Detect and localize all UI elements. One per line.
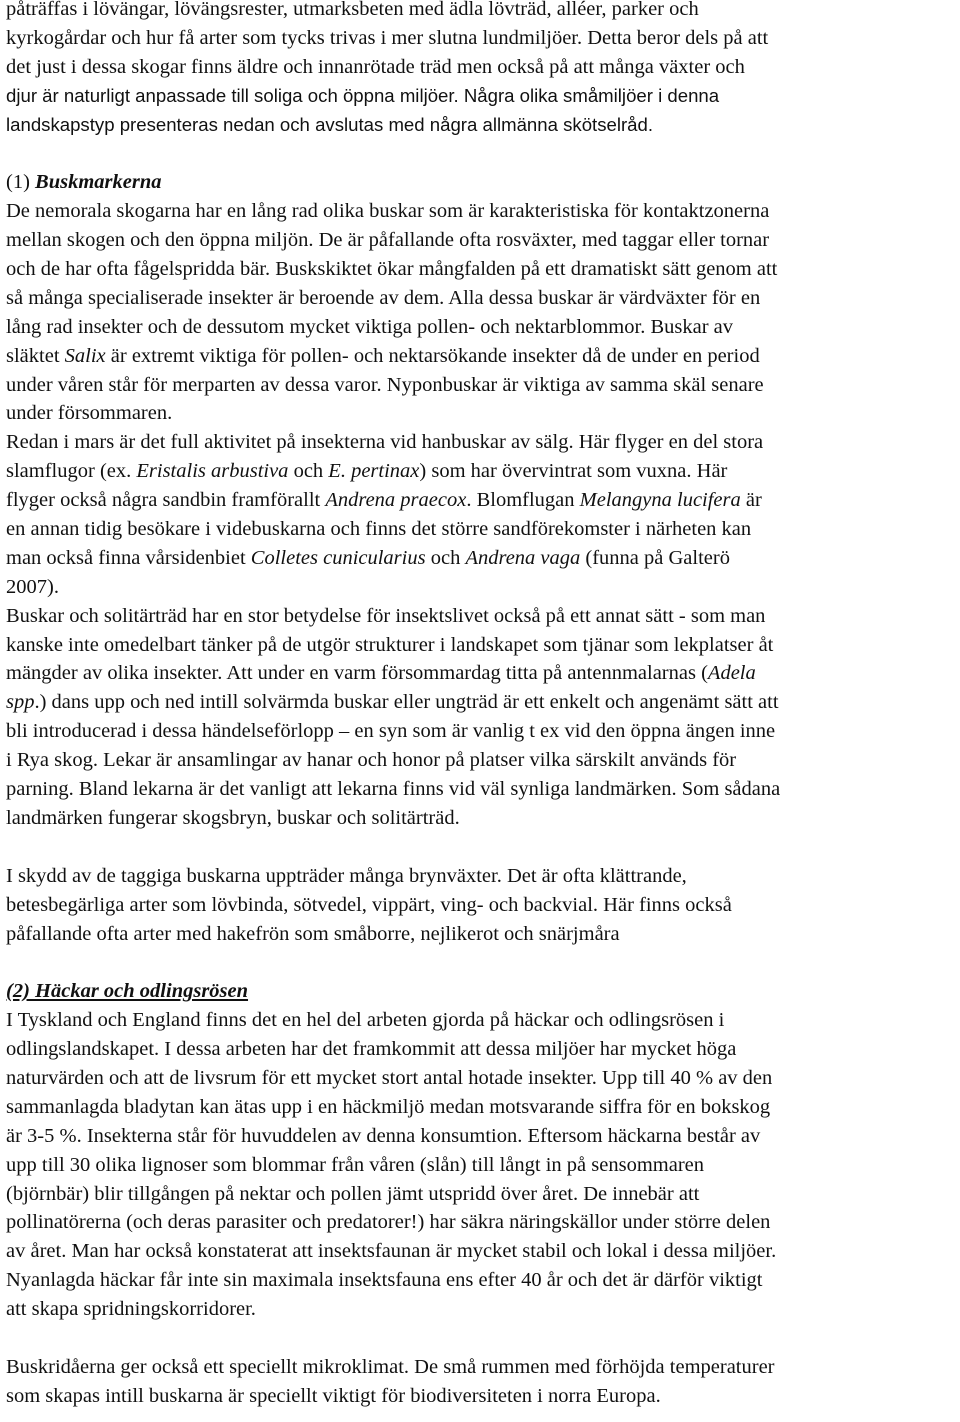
- species-eristalis-arbustiva: Eristalis arbustiva: [136, 460, 289, 483]
- spacer: [6, 833, 956, 862]
- intro-sans-start: Några olika småmiljöer i denna: [463, 84, 720, 106]
- section2-heading: [6, 977, 956, 1006]
- s1p2-line-3d: är: [740, 489, 762, 512]
- s1p1-line-4a: så många specialiserade insekter är beroende av dem.: [6, 286, 445, 309]
- species-andrena-praecox: Andrena praecox: [325, 489, 467, 512]
- s1p2-line-3b: .: [466, 489, 472, 512]
- s2p1-line-7a: (björnbär) blir tillgången på nektar och pollen jämt utspridd över året.: [6, 1182, 579, 1205]
- s2p1-line-6: upp till 30 olika lignoser som blommar från våren (slån) till långt in på sensommaren: [6, 1153, 704, 1176]
- section2-heading-text: (2) Häckar och odlingsrösen: [6, 980, 249, 1003]
- section-buskmarkerna: [6, 168, 956, 948]
- s2p1-line-11: att skapa spridningskorridorer.: [6, 1298, 256, 1321]
- s1p2-line-2d: Här: [696, 460, 728, 483]
- s1p1-line-2a: mellan skogen och den öppna miljön.: [6, 229, 314, 252]
- species-andrena-vaga: Andrena vaga: [465, 546, 581, 569]
- s1p3-line-4a: .) dans upp och ned intill solvärmda buskar eller ungträd är ett enkelt och angenämt sätt att: [34, 691, 779, 714]
- s2p1-line-1: I Tyskland och England finns det en hel del arbeten gjorda på häckar och odlingsrösen i: [6, 1009, 725, 1032]
- s1p2-line-2: [6, 457, 956, 486]
- s1p2-line-5c: (funna på Galterö: [580, 546, 730, 569]
- s1p2-line-1a: Redan i mars är det full aktivitet på insekterna vid hanbuskar av sälg.: [6, 431, 574, 454]
- s1p1-line-3: [6, 255, 956, 284]
- s2p1-line-2a: odlingslandskapet.: [6, 1038, 160, 1061]
- s2p2-line-2: som skapas intill buskarna är speciellt viktigt för biodiversiteten i norra Europa.: [6, 1384, 661, 1407]
- abbrev-spp: spp: [6, 691, 35, 714]
- s1p1-line-3b: Buskskiktet ökar mångfalden på ett dramatiskt sätt genom att: [275, 258, 778, 281]
- spacer: [6, 948, 956, 977]
- s1p1-line-5a: lång rad insekter och de dessutom mycket viktiga pollen- och nektarblommor.: [6, 315, 646, 338]
- s1p2-line-2b: och: [288, 460, 329, 483]
- s1p2-line-3a: flyger också några sandbin framförallt: [6, 489, 326, 512]
- s1p3-line-7a: parning.: [6, 778, 74, 801]
- s1p2-line-4: en annan tidig besökare i videbuskarna och finns det större sandförekomster i närheten kan: [6, 518, 752, 541]
- s1p3-line-3: [6, 659, 956, 688]
- intro-line-1: påträffas i lövängar, lövängsrester, utmarksbeten med ädla lövträd, alléer, parker och: [6, 0, 699, 20]
- s1p1-line-8: under försommaren.: [6, 402, 173, 425]
- section1-heading-number: (1): [6, 171, 36, 194]
- s1p2-line-2c: ) som har övervintrat som vuxna.: [419, 460, 692, 483]
- s2p2-line-1a: Buskridåerna ger också ett speciellt mikroklimat.: [6, 1355, 410, 1378]
- s1p1-line-5: [6, 313, 956, 342]
- s2p1-line-3b: Upp till 40 % av den: [602, 1066, 773, 1089]
- s1p3-line-4: [6, 688, 956, 717]
- intro-line-4-text: djur är naturligt anpassade till soliga och öppna miljöer.: [6, 84, 459, 106]
- s2p1-line-9: [6, 1237, 956, 1266]
- s1p2-line-2a: slamflugor (ex.: [6, 460, 137, 483]
- species-colletes-cunicularius: Colletes cunicularius: [250, 546, 426, 569]
- s1p1-line-6b: är extremt viktiga för pollen- och nektarsökande insekter då de under en period: [105, 344, 760, 367]
- s1p1-line-7: [6, 371, 956, 400]
- genus-name-salix: Salix: [64, 344, 106, 367]
- s1p4-line-2: [6, 891, 956, 920]
- s2p1-line-2: [6, 1035, 956, 1064]
- intro-line-4: [6, 82, 956, 111]
- s1p3-line-7b: Bland lekarna är det vanligt att lekarna finns vid väl synliga landmärken.: [78, 778, 677, 801]
- s1p3-line-6: [6, 746, 956, 775]
- s1p3-line-8: landmärken fungerar skogsbryn, buskar och solitärträd.: [6, 806, 460, 829]
- s1p1-line-2: [6, 226, 956, 255]
- section1-heading-title: Buskmarkerna: [35, 171, 162, 194]
- s1p3-line-6a: i Rya skog.: [6, 749, 98, 772]
- s1p1-line-5b: Buskar av: [650, 315, 734, 338]
- section-hackar-och-odlingsrosen: [6, 977, 956, 1410]
- s2p1-line-9a: av året.: [6, 1240, 67, 1263]
- s2p1-line-4: sammanlagda bladytan kan ätas upp i en häckmiljö medan motsvarande siffra för en bokskog: [6, 1095, 771, 1118]
- s1p1-line-4b: Alla dessa buskar är värdväxter för en: [448, 286, 761, 309]
- s1p4-line-3: påfallande ofta arter med hakefrön som småborre, nejlikerot och snärjmåra: [6, 922, 620, 945]
- s2p1-line-5: [6, 1122, 956, 1151]
- s2p1-line-10: Nyanlagda häckar får inte sin maximala insektsfauna ens efter 40 år och det är därför viktigt: [6, 1269, 763, 1292]
- s1p2-line-1b: Här flyger en del stora: [578, 431, 764, 454]
- intro-line-2: kyrkogårdar och hur få arter som tycks trivas i mer slutna lundmiljöer. Detta beror dels på att: [6, 26, 769, 49]
- s2p1-line-3: [6, 1064, 956, 1093]
- s1p1-line-3a: och de har ofta fågelspridda bär.: [6, 258, 271, 281]
- s1p4-line-2a: betesbegärliga arter som lövbinda, sötvedel, vippärt, ving- och backvial.: [6, 893, 599, 916]
- s1p3-line-1: Buskar och solitärträd har en stor betydelse för insektslivet också på ett annat sätt - som man: [6, 604, 766, 627]
- s1p2-line-5: [6, 544, 956, 573]
- s1p3-line-5: bli introducerad i dessa händelseförlopp – en syn som är vanlig t ex vid den öppna ängen inne: [6, 720, 776, 743]
- s1p1-line-6: [6, 342, 956, 371]
- s1p1-line-6a: släktet: [6, 344, 65, 367]
- spacer: [6, 139, 956, 168]
- s1p2-line-1: [6, 428, 956, 457]
- intro-line-3: det just i dessa skogar finns äldre och innanrötade träd men också på att många växter och: [6, 55, 745, 78]
- s1p4-line-1: [6, 862, 956, 891]
- s1p4-line-1a: I skydd av de taggiga buskarna uppträder många brynväxter.: [6, 864, 502, 887]
- s1p2-line-6: 2007).: [6, 575, 59, 598]
- s2p1-line-3a: naturvärden och att de livsrum för ett mycket stort antal hotade insekter.: [6, 1066, 597, 1089]
- s1p3-line-2: kanske inte omedelbart tänker på de utgör strukturer i landskapet som tjänar som lekplatser åt: [6, 633, 774, 656]
- species-e-pertinax: E. pertinax: [328, 460, 420, 483]
- spacer: [6, 1324, 956, 1353]
- s2p2-line-1b: De små rummen med förhöjda temperaturer: [414, 1355, 775, 1378]
- s2p1-line-5b: Insekterna står för huvuddelen av denna konsumtion.: [86, 1124, 523, 1147]
- s2p1-line-7b: De innebär att: [583, 1182, 700, 1205]
- s2p2-line-1: [6, 1353, 956, 1382]
- s1p3-line-7: [6, 775, 956, 804]
- s1p4-line-1b: Det är ofta klättrande,: [506, 864, 687, 887]
- s2p1-line-5c: Eftersom häckarna består av: [527, 1124, 761, 1147]
- intro-paragraph: [6, 0, 956, 139]
- intro-sans-end: landskapstyp presenteras nedan och avslutas med några allmänna skötselråd.: [6, 113, 654, 135]
- s1p2-line-5a: man också finna vårsidenbiet: [6, 546, 251, 569]
- s1p3-line-3a: mängder av olika insekter.: [6, 662, 223, 685]
- s1p4-line-2b: Här finns också: [603, 893, 732, 916]
- species-melangyna-lucifera: Melangyna lucifera: [579, 489, 741, 512]
- s1p1-line-1: De nemorala skogarna har en lång rad olika buskar som är karakteristiska för kontaktzonerna: [6, 200, 770, 223]
- s1p2-line-3c: Blomflugan: [476, 489, 580, 512]
- s1p3-line-6b: Lekar är ansamlingar av hanar och honor på platser vilka särskilt används för: [103, 749, 737, 772]
- s1p1-line-7a: under våren står för merparten av dessa varor.: [6, 373, 382, 396]
- section1-heading: [6, 168, 956, 197]
- s2p1-line-9b: Man har också konstaterat att insektsfaunan är mycket stabil och lokal i dessa miljöer.: [71, 1240, 777, 1263]
- s2p1-line-5a: är 3-5 %.: [6, 1124, 82, 1147]
- s1p1-line-4: [6, 284, 956, 313]
- document-page: [6, 0, 956, 1411]
- s2p1-line-7: [6, 1180, 956, 1209]
- s1p2-line-3: [6, 486, 956, 515]
- s1p1-line-7b: Nyponbuskar är viktiga av samma skäl senare: [386, 373, 764, 396]
- s1p2-line-5b: och: [425, 546, 466, 569]
- s2p1-line-2b: I dessa arbeten har det framkommit att dessa miljöer har mycket höga: [164, 1038, 737, 1061]
- s1p3-line-3b: Att under en varm försommardag titta på antennmalarnas (: [226, 662, 708, 685]
- genus-adela: Adela: [707, 662, 756, 685]
- s1p1-line-2b: De är påfallande ofta rosväxter, med taggar eller tornar: [318, 229, 770, 252]
- s1p3-line-7c: Som sådana: [681, 778, 781, 801]
- s2p1-line-8: pollinatörerna (och deras parasiter och predatorer!) har säkra näringskällor under större delen: [6, 1211, 771, 1234]
